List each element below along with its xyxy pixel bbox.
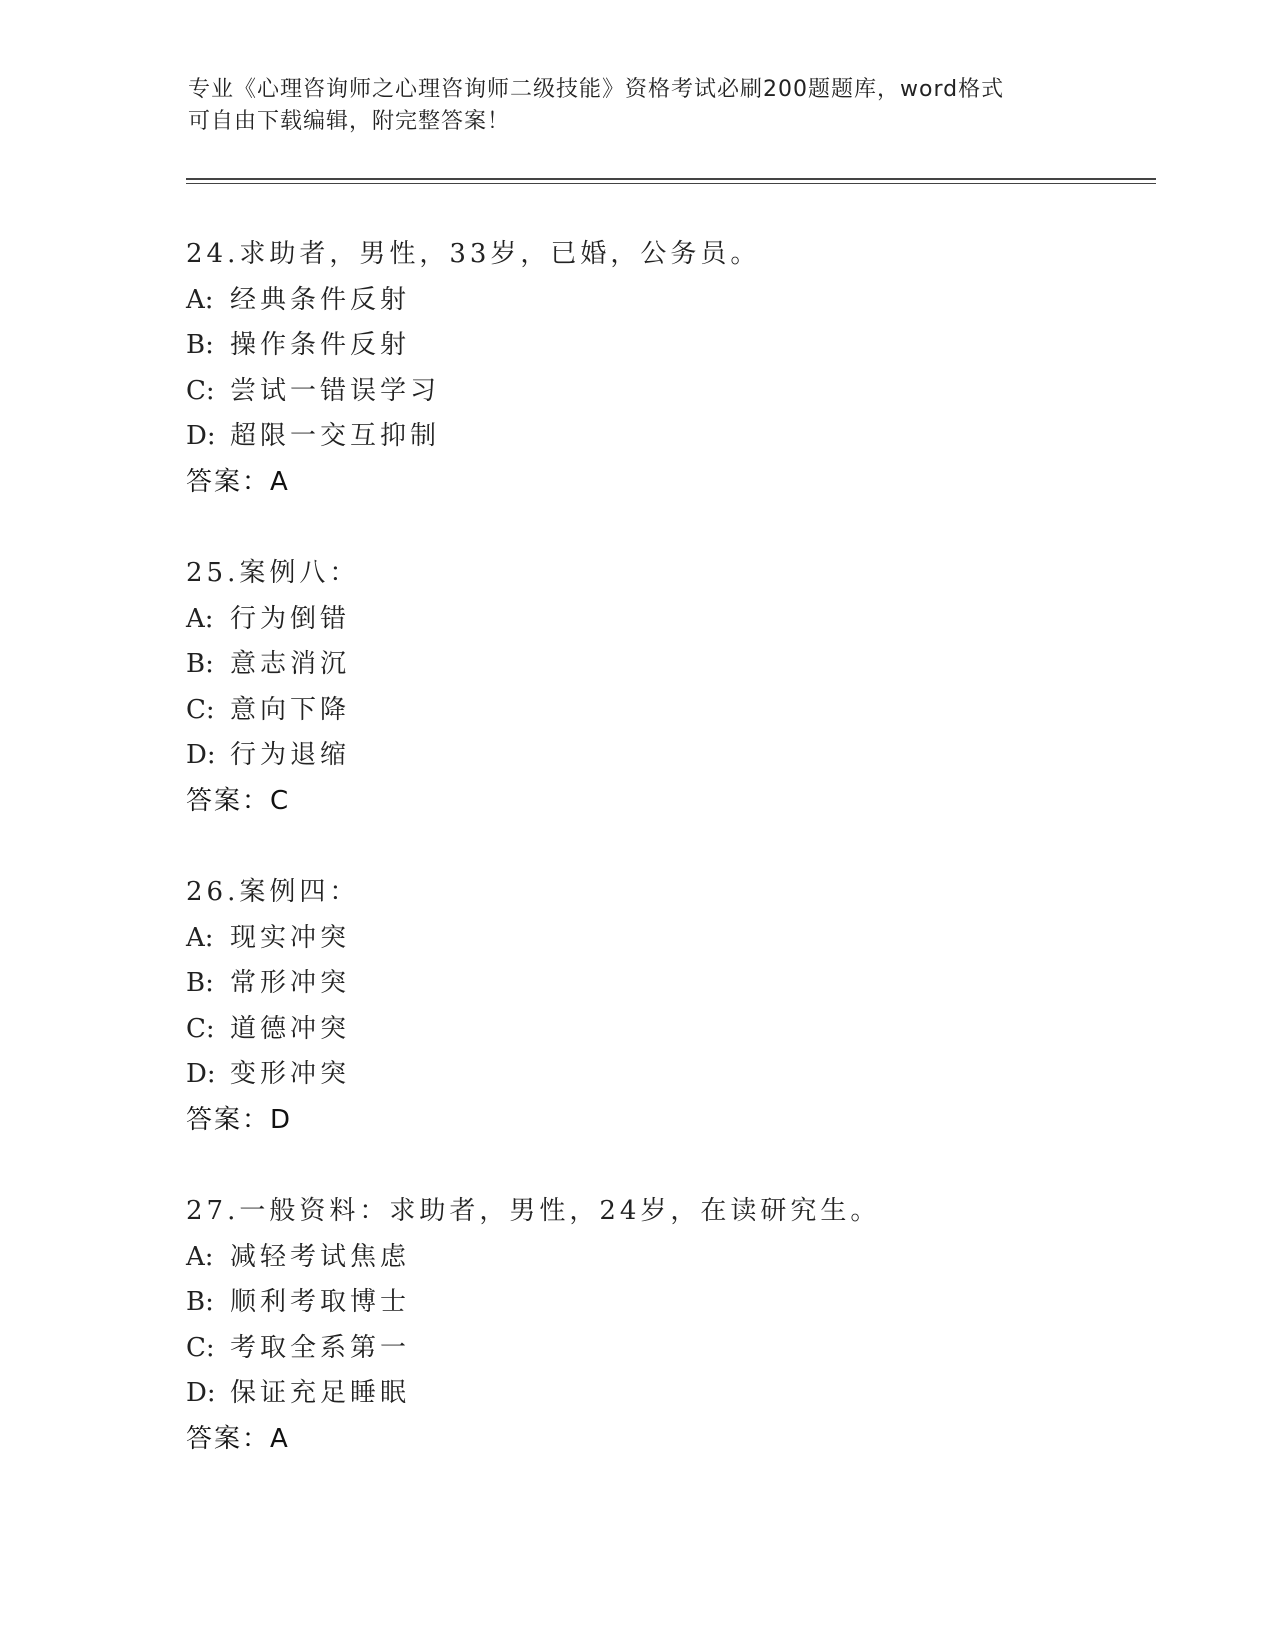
document-header bbox=[188, 74, 1088, 138]
option-letter: A: bbox=[186, 1241, 214, 1272]
option-text: 行为倒错 bbox=[230, 603, 351, 634]
option-text: 变形冲突 bbox=[230, 1059, 351, 1089]
question-stem: 27.一般资料：求助者，男性，24岁，在读研究生。 bbox=[186, 1196, 881, 1226]
option-b bbox=[186, 961, 1146, 1007]
question-stem: 26.案例四： bbox=[186, 877, 360, 907]
option-b bbox=[186, 323, 1146, 369]
option-b bbox=[186, 642, 1146, 688]
option-letter: B: bbox=[186, 330, 214, 360]
option-text: 尝试一错误学习 bbox=[230, 375, 441, 406]
option-letter: B: bbox=[186, 649, 214, 679]
option-text: 保证充足睡眠 bbox=[230, 1378, 411, 1408]
option-text: 超限一交互抑制 bbox=[230, 421, 441, 451]
option-letter: C: bbox=[186, 1332, 215, 1363]
option-a bbox=[186, 916, 1146, 962]
option-c bbox=[186, 369, 1146, 415]
question-25 bbox=[186, 551, 1146, 824]
option-letter: D: bbox=[186, 1059, 216, 1089]
option-a bbox=[186, 278, 1146, 324]
question-27 bbox=[186, 1189, 1146, 1462]
option-letter: A: bbox=[186, 603, 214, 634]
option-a bbox=[186, 597, 1146, 643]
question-stem: 24.求助者，男性，33岁，已婚，公务员。 bbox=[186, 239, 761, 269]
option-c bbox=[186, 1007, 1146, 1053]
option-letter: C: bbox=[186, 375, 215, 406]
option-text: 意志消沉 bbox=[230, 649, 351, 679]
option-letter: A: bbox=[186, 284, 214, 315]
answer-line: 答案：C bbox=[186, 785, 291, 816]
header-divider bbox=[186, 178, 1156, 184]
option-b bbox=[186, 1280, 1146, 1326]
option-text: 行为退缩 bbox=[230, 740, 351, 770]
question-26 bbox=[186, 870, 1146, 1143]
question-stem: 25.案例八： bbox=[186, 558, 360, 588]
option-d bbox=[186, 733, 1146, 779]
option-letter: D: bbox=[186, 421, 216, 451]
option-c bbox=[186, 1326, 1146, 1372]
option-text: 操作条件反射 bbox=[230, 330, 411, 360]
answer-line: 答案：A bbox=[186, 1423, 290, 1454]
option-letter: C: bbox=[186, 1013, 215, 1044]
option-text: 道德冲突 bbox=[230, 1013, 351, 1044]
option-d bbox=[186, 1052, 1146, 1098]
option-text: 意向下降 bbox=[230, 694, 351, 725]
option-text: 减轻考试焦虑 bbox=[230, 1241, 411, 1272]
option-text: 现实冲突 bbox=[230, 922, 351, 953]
option-letter: D: bbox=[186, 740, 216, 770]
question-list bbox=[186, 232, 1146, 1508]
option-text: 常形冲突 bbox=[230, 968, 351, 998]
option-letter: B: bbox=[186, 968, 214, 998]
option-letter: A: bbox=[186, 922, 214, 953]
option-letter: D: bbox=[186, 1378, 216, 1408]
option-d bbox=[186, 1371, 1146, 1417]
option-a bbox=[186, 1235, 1146, 1281]
answer-line: 答案：D bbox=[186, 1104, 293, 1135]
option-text: 经典条件反射 bbox=[230, 284, 411, 315]
question-24 bbox=[186, 232, 1146, 505]
option-text: 考取全系第一 bbox=[230, 1332, 411, 1363]
option-d bbox=[186, 414, 1146, 460]
header-title-line-1: 专业《心理咨询师之心理咨询师二级技能》资格考试必刷200题题库，word格式 bbox=[188, 77, 1005, 102]
option-letter: C: bbox=[186, 694, 215, 725]
option-c bbox=[186, 688, 1146, 734]
answer-line: 答案：A bbox=[186, 466, 290, 497]
header-title-line-2: 可自由下载编辑，附完整答案！ bbox=[188, 109, 511, 134]
option-text: 顺利考取博士 bbox=[230, 1287, 411, 1317]
option-letter: B: bbox=[186, 1287, 214, 1317]
